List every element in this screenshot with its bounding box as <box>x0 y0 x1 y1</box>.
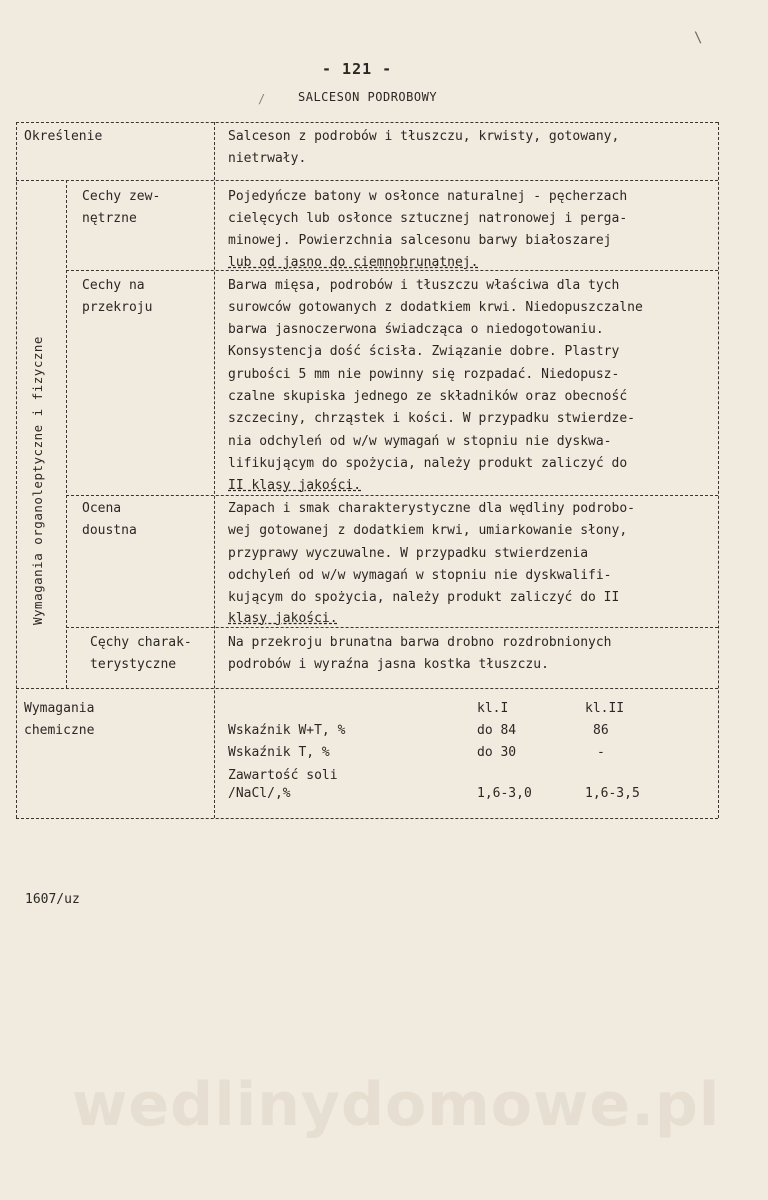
row-label-characteristic: Cęchy charak- <box>90 635 192 650</box>
definition-label: Określenie <box>24 129 103 144</box>
document-code: 1607/uz <box>25 892 80 907</box>
external-text-line: lub od jasno do ciemnobrunatnej. <box>228 255 479 270</box>
row-divider-crosssection <box>66 495 718 496</box>
chemical-value-class2: - <box>597 745 605 760</box>
row-divider-organoleptic <box>16 688 718 689</box>
table-left-border <box>16 122 17 818</box>
taste-text-line: przyprawy wyczuwalne. W przypadku stwierdzenia <box>228 546 589 561</box>
crosssection-text-line: surowców gotowanych z dodatkiem krwi. Niedopuszczalne <box>228 300 643 315</box>
chemical-value-class1: 1,6-3,0 <box>477 786 532 801</box>
column-header-class1: kl.I <box>477 701 509 716</box>
crosssection-text-line: barwa jasnoczerwona świadcząca o niedogotowaniu. <box>228 322 604 337</box>
crosssection-text-line: II klasy jakości. <box>228 478 362 493</box>
crosssection-text-line: grubości 5 mm nie powinny się rozpadać. Niedopusz- <box>228 367 620 382</box>
column-header-class2: kl.II <box>585 701 625 716</box>
column-divider-main <box>214 122 215 818</box>
chemical-param-name: /NaCl/,% <box>228 786 291 801</box>
crosssection-text-line: czalne skupiska jednego ze składników oraz obecność <box>228 389 628 404</box>
watermark: wedlinydomowe.pl <box>72 1070 721 1140</box>
row-label-characteristic: terystyczne <box>90 657 177 672</box>
crosssection-text-line: lifikującym do spożycia, należy produkt zaliczyć do <box>228 456 628 471</box>
chemical-value-class1: do 84 <box>477 723 517 738</box>
organoleptic-group-label: Wymagania organoleptyczne i fizyczne <box>30 336 45 625</box>
crosssection-text-line: nia odchyleń od w/w wymagań w stopniu nie dyskwa- <box>228 434 612 449</box>
crosssection-text-line: Barwa mięsa, podrobów i tłuszczu właściwa dla tych <box>228 278 620 293</box>
corner-mark: \ <box>694 30 703 46</box>
table-right-border <box>718 122 719 818</box>
row-label-crosssection: przekroju <box>82 300 153 315</box>
chemical-value-class1: do 30 <box>477 745 517 760</box>
tick-mark: / <box>258 92 266 106</box>
table-top-border <box>16 122 718 123</box>
taste-text-line: Zapach i smak charakterystyczne dla wędliny podrobo- <box>228 501 635 516</box>
chemical-value-class2: 86 <box>593 723 609 738</box>
row-divider-definition <box>16 180 718 181</box>
row-label-crosssection: Cechy na <box>82 278 145 293</box>
row-label-external: Cechy zew- <box>82 189 161 204</box>
taste-text-line: klasy jakości. <box>228 611 338 626</box>
taste-text-line: wej gotowanej z dodatkiem krwi, umiarkowanie słony, <box>228 523 628 538</box>
row-label-taste: Ocena <box>82 501 122 516</box>
taste-text-line: odchyleń od w/w wymagań w stopniu nie dyskwalifi- <box>228 568 612 583</box>
chemical-param-name: Wskaźnik W+T, % <box>228 723 346 738</box>
characteristic-text-line: podrobów i wyraźna jasna kostka tłuszczu. <box>228 657 549 672</box>
crosssection-text-line: szczeciny, chrząstek i kości. W przypadku stwierdze- <box>228 411 635 426</box>
taste-text-line: kującym do spożycia, należy produkt zaliczyć do II <box>228 590 620 605</box>
row-label-external: nętrzne <box>82 211 137 226</box>
definition-line: nietrwały. <box>228 151 307 166</box>
definition-line: Salceson z podrobów i tłuszczu, krwisty, gotowany, <box>228 129 620 144</box>
chemical-value-class2: 1,6-3,5 <box>585 786 640 801</box>
row-label-taste: doustna <box>82 523 137 538</box>
external-text-line: Pojedyńcze batony w osłonce naturalnej - pęcherzach <box>228 189 628 204</box>
table-bottom-border <box>16 818 718 819</box>
chemical-label: Wymagania <box>24 701 95 716</box>
column-divider-sub <box>66 180 67 688</box>
page-title: SALCESON PODROBOWY <box>298 90 438 104</box>
external-text-line: cielęcych lub osłonce sztucznej natronowej i perga- <box>228 211 628 226</box>
chemical-label: chemiczne <box>24 723 95 738</box>
page-number: - 121 - <box>322 60 393 78</box>
external-text-line: minowej. Powierzchnia salcesonu barwy białoszarej <box>228 233 612 248</box>
chemical-param-name: Zawartość soli <box>228 768 338 783</box>
chemical-param-name: Wskaźnik T, % <box>228 745 330 760</box>
characteristic-text-line: Na przekroju brunatna barwa drobno rozdrobnionych <box>228 635 612 650</box>
row-divider-taste <box>66 627 718 628</box>
crosssection-text-line: Konsystencja dość ścisła. Związanie dobre. Plastry <box>228 344 620 359</box>
